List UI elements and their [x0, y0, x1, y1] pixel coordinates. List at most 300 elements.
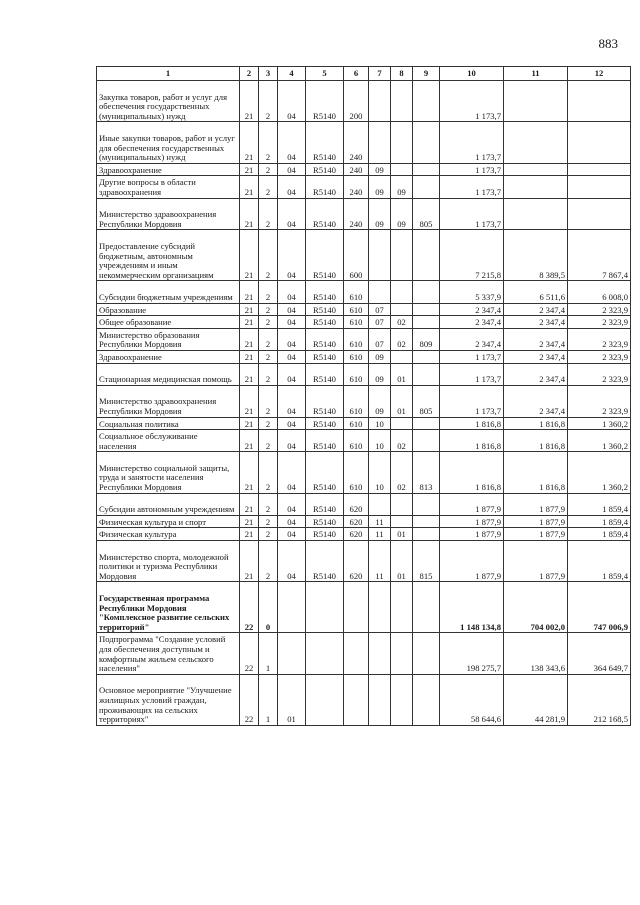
code-cell: 1 [259, 674, 278, 725]
table-row [97, 328, 631, 350]
amount-cell: 6 008,0 [568, 281, 631, 303]
page-number: 883 [598, 36, 618, 51]
code-cell: 240 [344, 198, 369, 230]
amount-cell: 1 173,7 [440, 81, 504, 122]
amount-cell: 1 173,7 [440, 122, 504, 163]
table-row [97, 230, 631, 281]
column-header: 11 [504, 67, 568, 81]
code-cell [413, 163, 440, 176]
code-cell: R5140 [306, 328, 344, 350]
amount-cell: 2 323,9 [568, 316, 631, 329]
code-cell: 21 [240, 163, 259, 176]
code-cell: 2 [259, 541, 278, 582]
row-name-cell: Министерство образования Республики Мордовия [97, 328, 240, 350]
row-name-cell: Министерство здравоохранения Республики Мордовия [97, 198, 240, 230]
amount-cell: 1 173,7 [440, 385, 504, 417]
table-row [97, 674, 631, 725]
code-cell: 2 [259, 303, 278, 316]
code-cell: R5140 [306, 515, 344, 528]
code-cell [413, 281, 440, 303]
code-cell [369, 122, 391, 163]
row-name-cell: Иные закупки товаров, работ и услуг для обеспечения государственных (муниципальных) нужд [97, 122, 240, 163]
code-cell: 09 [369, 163, 391, 176]
amount-cell: 1 877,9 [504, 515, 568, 528]
code-cell [413, 674, 440, 725]
row-name-cell: Здравоохранение [97, 350, 240, 363]
row-name-cell: Физическая культура и спорт [97, 515, 240, 528]
code-cell: 04 [278, 417, 306, 430]
table-row [97, 363, 631, 385]
code-cell: R5140 [306, 281, 344, 303]
code-cell: 07 [369, 328, 391, 350]
code-cell: 04 [278, 198, 306, 230]
code-cell: R5140 [306, 350, 344, 363]
code-cell [413, 493, 440, 515]
code-cell: 22 [240, 582, 259, 633]
code-cell [413, 81, 440, 122]
code-cell: 600 [344, 230, 369, 281]
row-name-cell: Предоставление субсидий бюджетным, автономным учреждениям и иным некоммерческим организациям [97, 230, 240, 281]
code-cell [413, 122, 440, 163]
code-cell [306, 582, 344, 633]
row-name-cell: Министерство здравоохранения Республики Мордовия [97, 385, 240, 417]
row-name-cell: Подпрограмма "Создание условий для обеспечения доступным и комфортным жильем сельского населения" [97, 633, 240, 674]
code-cell: 21 [240, 515, 259, 528]
code-cell: 04 [278, 528, 306, 541]
code-cell: 09 [369, 363, 391, 385]
code-cell [413, 582, 440, 633]
code-cell: 21 [240, 528, 259, 541]
table-row [97, 493, 631, 515]
amount-cell: 2 347,4 [504, 350, 568, 363]
row-name-cell: Государственная программа Республики Мордовия "Комплексное развитие сельских территорий" [97, 582, 240, 633]
code-cell: 11 [369, 528, 391, 541]
code-cell [413, 303, 440, 316]
code-cell [369, 281, 391, 303]
amount-cell: 1 859,4 [568, 493, 631, 515]
code-cell: 04 [278, 363, 306, 385]
table-row [97, 385, 631, 417]
code-cell: 21 [240, 452, 259, 493]
code-cell [391, 350, 413, 363]
code-cell: 0 [259, 582, 278, 633]
code-cell [413, 430, 440, 452]
code-cell [306, 633, 344, 674]
amount-cell: 2 347,4 [504, 316, 568, 329]
column-header: 9 [413, 67, 440, 81]
amount-cell: 2 323,9 [568, 303, 631, 316]
table-row [97, 122, 631, 163]
code-cell: 620 [344, 528, 369, 541]
code-cell [413, 515, 440, 528]
code-cell: 04 [278, 81, 306, 122]
code-cell: 2 [259, 230, 278, 281]
code-cell: 04 [278, 316, 306, 329]
code-cell: 21 [240, 385, 259, 417]
code-cell: 2 [259, 385, 278, 417]
code-cell: 02 [391, 316, 413, 329]
code-cell: 01 [391, 541, 413, 582]
code-cell: 2 [259, 515, 278, 528]
amount-cell: 6 511,6 [504, 281, 568, 303]
code-cell: 21 [240, 328, 259, 350]
table-row [97, 81, 631, 122]
column-header: 4 [278, 67, 306, 81]
code-cell: 2 [259, 350, 278, 363]
code-cell: 2 [259, 328, 278, 350]
amount-cell: 5 337,9 [440, 281, 504, 303]
amount-cell: 1 877,9 [504, 493, 568, 515]
code-cell: 21 [240, 198, 259, 230]
column-header: 6 [344, 67, 369, 81]
amount-cell: 2 323,9 [568, 350, 631, 363]
amount-cell: 2 347,4 [504, 385, 568, 417]
code-cell: 620 [344, 515, 369, 528]
code-cell: 809 [413, 328, 440, 350]
code-cell: 805 [413, 385, 440, 417]
table-row [97, 452, 631, 493]
code-cell: 22 [240, 633, 259, 674]
code-cell: 09 [369, 350, 391, 363]
amount-cell: 2 347,4 [440, 303, 504, 316]
amount-cell: 2 323,9 [568, 363, 631, 385]
amount-cell [568, 176, 631, 198]
code-cell [391, 230, 413, 281]
code-cell: 2 [259, 176, 278, 198]
table-row [97, 417, 631, 430]
code-cell: 240 [344, 122, 369, 163]
table-row [97, 633, 631, 674]
code-cell: 620 [344, 541, 369, 582]
column-header: 2 [240, 67, 259, 81]
code-cell: 04 [278, 385, 306, 417]
code-cell: 22 [240, 674, 259, 725]
code-cell: 21 [240, 176, 259, 198]
code-cell: 21 [240, 430, 259, 452]
amount-cell: 1 877,9 [440, 541, 504, 582]
code-cell: 04 [278, 452, 306, 493]
amount-cell: 138 343,6 [504, 633, 568, 674]
code-cell: 21 [240, 316, 259, 329]
amount-cell: 1 877,9 [440, 528, 504, 541]
code-cell: 610 [344, 303, 369, 316]
amount-cell: 747 006,9 [568, 582, 631, 633]
code-cell: 04 [278, 230, 306, 281]
code-cell [391, 122, 413, 163]
code-cell [369, 582, 391, 633]
code-cell: 04 [278, 493, 306, 515]
code-cell [413, 350, 440, 363]
code-cell: 2 [259, 281, 278, 303]
code-cell [413, 230, 440, 281]
budget-table [96, 66, 631, 726]
row-name-cell: Стационарная медицинская помощь [97, 363, 240, 385]
amount-cell: 7 215,8 [440, 230, 504, 281]
row-name-cell: Субсидии бюджетным учреждениям [97, 281, 240, 303]
code-cell: 2 [259, 363, 278, 385]
code-cell [369, 633, 391, 674]
code-cell: R5140 [306, 122, 344, 163]
table-row [97, 281, 631, 303]
amount-cell: 2 323,9 [568, 328, 631, 350]
amount-cell [504, 176, 568, 198]
code-cell: R5140 [306, 176, 344, 198]
code-cell: 813 [413, 452, 440, 493]
amount-cell: 2 347,4 [504, 328, 568, 350]
code-cell [413, 363, 440, 385]
code-cell: 2 [259, 493, 278, 515]
code-cell: 04 [278, 176, 306, 198]
code-cell [391, 674, 413, 725]
amount-cell: 1 877,9 [504, 541, 568, 582]
code-cell: 01 [278, 674, 306, 725]
table-row [97, 176, 631, 198]
row-name-cell: Министерство социальной защиты, труда и занятости населения Республики Мордовия [97, 452, 240, 493]
code-cell: 01 [391, 528, 413, 541]
table-row [97, 528, 631, 541]
column-header: 5 [306, 67, 344, 81]
code-cell: 2 [259, 122, 278, 163]
amount-cell [568, 163, 631, 176]
code-cell: 2 [259, 163, 278, 176]
code-cell: 610 [344, 385, 369, 417]
code-cell: 200 [344, 81, 369, 122]
row-name-cell: Субсидии автономным учреждениям [97, 493, 240, 515]
amount-cell: 2 347,4 [440, 328, 504, 350]
code-cell: R5140 [306, 363, 344, 385]
amount-cell: 1 816,8 [440, 417, 504, 430]
code-cell: 10 [369, 452, 391, 493]
amount-cell [504, 81, 568, 122]
code-cell [369, 674, 391, 725]
table-row [97, 198, 631, 230]
code-cell: 11 [369, 515, 391, 528]
code-cell: R5140 [306, 385, 344, 417]
code-cell: 04 [278, 430, 306, 452]
code-cell: 02 [391, 452, 413, 493]
amount-cell: 1 173,7 [440, 350, 504, 363]
row-name-cell: Социальная политика [97, 417, 240, 430]
code-cell: 21 [240, 363, 259, 385]
code-cell: 21 [240, 122, 259, 163]
code-cell: 21 [240, 493, 259, 515]
code-cell: 2 [259, 316, 278, 329]
code-cell: 2 [259, 417, 278, 430]
amount-cell [504, 122, 568, 163]
code-cell: 21 [240, 417, 259, 430]
column-header: 3 [259, 67, 278, 81]
code-cell [391, 515, 413, 528]
table-row [97, 541, 631, 582]
amount-cell: 8 389,5 [504, 230, 568, 281]
code-cell: 1 [259, 633, 278, 674]
code-cell: 02 [391, 430, 413, 452]
column-header: 7 [369, 67, 391, 81]
column-header: 8 [391, 67, 413, 81]
amount-cell: 1 816,8 [504, 452, 568, 493]
row-name-cell: Образование [97, 303, 240, 316]
code-cell: 610 [344, 350, 369, 363]
code-cell: 2 [259, 198, 278, 230]
amount-cell: 2 347,4 [504, 303, 568, 316]
amount-cell: 58 644,6 [440, 674, 504, 725]
code-cell: 21 [240, 303, 259, 316]
code-cell: R5140 [306, 430, 344, 452]
code-cell [391, 417, 413, 430]
table-row [97, 515, 631, 528]
table-row [97, 582, 631, 633]
code-cell: 10 [369, 430, 391, 452]
amount-cell: 1 816,8 [504, 430, 568, 452]
code-cell: 610 [344, 452, 369, 493]
column-header: 10 [440, 67, 504, 81]
amount-cell: 1 877,9 [440, 515, 504, 528]
table-row [97, 163, 631, 176]
amount-cell: 364 649,7 [568, 633, 631, 674]
amount-cell: 44 281,9 [504, 674, 568, 725]
column-header: 12 [568, 67, 631, 81]
code-cell: R5140 [306, 528, 344, 541]
code-cell: 09 [369, 198, 391, 230]
code-cell: 07 [369, 303, 391, 316]
row-name-cell: Основное мероприятие "Улучшение жилищных условий граждан, проживающих на сельских территориях" [97, 674, 240, 725]
code-cell: 04 [278, 303, 306, 316]
code-cell: 240 [344, 163, 369, 176]
table-row [97, 303, 631, 316]
code-cell [391, 493, 413, 515]
amount-cell: 1 877,9 [440, 493, 504, 515]
amount-cell: 1 816,8 [440, 452, 504, 493]
code-cell: 04 [278, 515, 306, 528]
column-header: 1 [97, 67, 240, 81]
code-cell: 815 [413, 541, 440, 582]
row-name-cell: Социальное обслуживание населения [97, 430, 240, 452]
table-row [97, 316, 631, 329]
table-body [97, 81, 631, 726]
row-name-cell: Министерство спорта, молодежной политики и туризма Республики Мордовия [97, 541, 240, 582]
code-cell: 04 [278, 163, 306, 176]
code-cell: 04 [278, 541, 306, 582]
code-cell: 21 [240, 541, 259, 582]
amount-cell: 2 323,9 [568, 385, 631, 417]
code-cell: R5140 [306, 493, 344, 515]
code-cell [306, 674, 344, 725]
code-cell: 09 [369, 385, 391, 417]
amount-cell: 1 859,4 [568, 541, 631, 582]
code-cell: 10 [369, 417, 391, 430]
code-cell: 09 [391, 198, 413, 230]
amount-cell [568, 122, 631, 163]
amount-cell: 1 360,2 [568, 417, 631, 430]
code-cell: 07 [369, 316, 391, 329]
amount-cell: 1 148 134,8 [440, 582, 504, 633]
amount-cell: 704 002,0 [504, 582, 568, 633]
code-cell: 610 [344, 417, 369, 430]
amount-cell: 1 859,4 [568, 515, 631, 528]
code-cell: R5140 [306, 452, 344, 493]
table-row [97, 350, 631, 363]
code-cell [413, 633, 440, 674]
code-cell: R5140 [306, 230, 344, 281]
row-name-cell: Физическая культура [97, 528, 240, 541]
code-cell [391, 303, 413, 316]
code-cell [278, 582, 306, 633]
code-cell: 805 [413, 198, 440, 230]
code-cell: 610 [344, 281, 369, 303]
amount-cell: 1 360,2 [568, 430, 631, 452]
code-cell: 04 [278, 281, 306, 303]
amount-cell: 1 173,7 [440, 163, 504, 176]
amount-cell: 2 347,4 [504, 363, 568, 385]
amount-cell: 1 173,7 [440, 363, 504, 385]
amount-cell: 198 275,7 [440, 633, 504, 674]
code-cell: 21 [240, 281, 259, 303]
code-cell: 21 [240, 230, 259, 281]
code-cell: R5140 [306, 316, 344, 329]
code-cell: 610 [344, 328, 369, 350]
code-cell: 04 [278, 350, 306, 363]
code-cell: R5140 [306, 417, 344, 430]
code-cell: 2 [259, 528, 278, 541]
code-cell: 09 [369, 176, 391, 198]
code-cell: R5140 [306, 81, 344, 122]
row-name-cell: Закупка товаров, работ и услуг для обеспечения государственных (муниципальных) нужд [97, 81, 240, 122]
code-cell [369, 230, 391, 281]
code-cell [391, 633, 413, 674]
code-cell: R5140 [306, 541, 344, 582]
code-cell [413, 417, 440, 430]
code-cell: 620 [344, 493, 369, 515]
code-cell: 610 [344, 316, 369, 329]
code-cell [413, 528, 440, 541]
code-cell: 02 [391, 328, 413, 350]
code-cell: 610 [344, 430, 369, 452]
code-cell: 21 [240, 81, 259, 122]
code-cell [278, 633, 306, 674]
code-cell: R5140 [306, 198, 344, 230]
code-cell: 610 [344, 363, 369, 385]
table-row [97, 430, 631, 452]
code-cell: R5140 [306, 303, 344, 316]
row-name-cell: Другие вопросы в области здравоохранения [97, 176, 240, 198]
amount-cell [504, 198, 568, 230]
amount-cell: 1 859,4 [568, 528, 631, 541]
code-cell: 240 [344, 176, 369, 198]
code-cell: 11 [369, 541, 391, 582]
code-cell [413, 316, 440, 329]
code-cell [391, 163, 413, 176]
amount-cell: 212 168,5 [568, 674, 631, 725]
code-cell: 01 [391, 363, 413, 385]
code-cell: 2 [259, 452, 278, 493]
code-cell: 04 [278, 328, 306, 350]
amount-cell: 1 173,7 [440, 198, 504, 230]
code-cell: R5140 [306, 163, 344, 176]
amount-cell: 1 360,2 [568, 452, 631, 493]
code-cell [344, 633, 369, 674]
code-cell: 04 [278, 122, 306, 163]
code-cell [391, 281, 413, 303]
code-cell: 01 [391, 385, 413, 417]
row-name-cell: Общее образование [97, 316, 240, 329]
code-cell [391, 582, 413, 633]
code-cell [344, 582, 369, 633]
code-cell: 21 [240, 350, 259, 363]
amount-cell [568, 198, 631, 230]
code-cell [391, 81, 413, 122]
amount-cell: 1 877,9 [504, 528, 568, 541]
code-cell [369, 493, 391, 515]
